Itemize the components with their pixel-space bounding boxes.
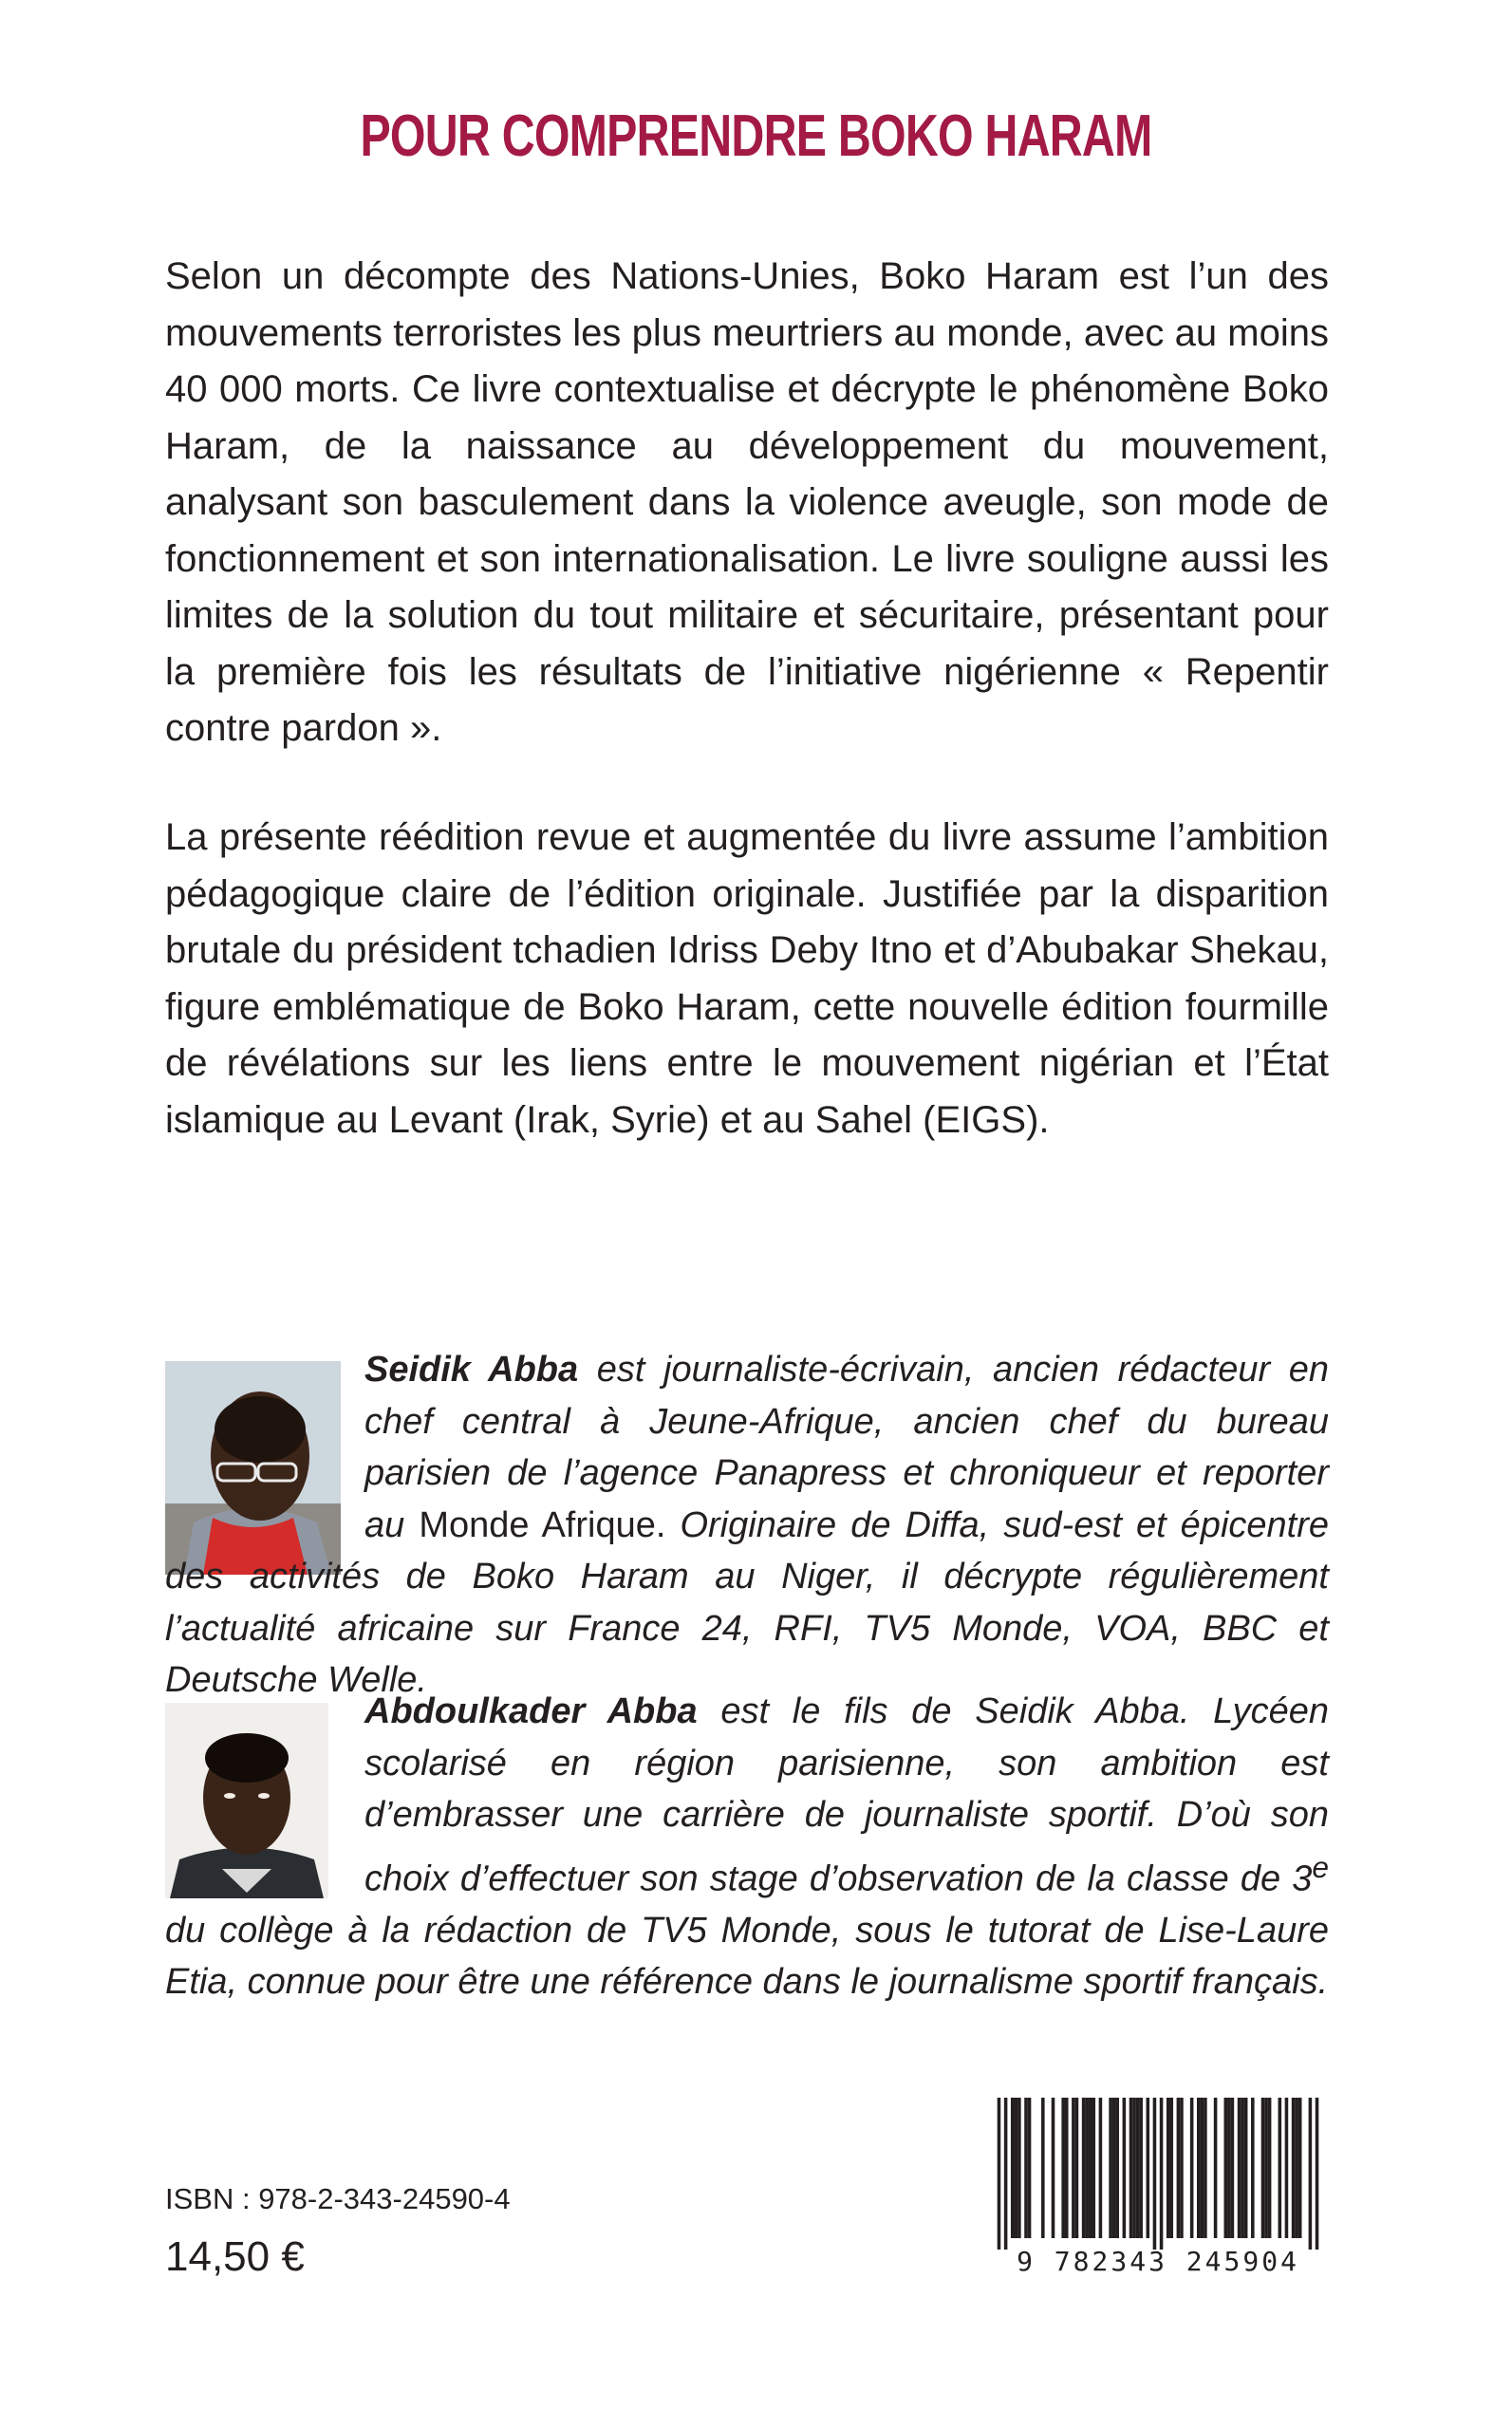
- barcode-bar: [1264, 2098, 1268, 2238]
- barcode-bar: [1136, 2098, 1140, 2238]
- barcode-bar: [1011, 2098, 1015, 2238]
- barcode-bar: [1129, 2098, 1133, 2238]
- barcode-bar: [1147, 2098, 1150, 2238]
- barcode-bar: [1085, 2098, 1089, 2238]
- author-bio-seidik-abba: [165, 1344, 1329, 1707]
- barcode-bar: [1261, 2098, 1265, 2238]
- barcode-bar: [1024, 2098, 1028, 2238]
- barcode-bar: [1065, 2098, 1069, 2238]
- barcode-bar: [1279, 2098, 1282, 2238]
- barcode-bar: [1309, 2098, 1313, 2250]
- barcode-bar: [1112, 2098, 1116, 2238]
- barcode-bar: [1115, 2098, 1119, 2238]
- barcode-bar: [1224, 2098, 1228, 2238]
- barcode-bar: [1015, 2098, 1018, 2238]
- barcode-bar: [1244, 2098, 1248, 2238]
- barcode-bar: [1238, 2098, 1241, 2238]
- barcode-bar: [998, 2098, 1001, 2250]
- barcode-bar: [1099, 2098, 1103, 2238]
- barcode-bar: [1285, 2098, 1289, 2238]
- barcode-bar: [1028, 2098, 1032, 2238]
- barcode-bar: [1214, 2098, 1218, 2238]
- book-title: POUR COMPRENDRE BOKO HARAM: [360, 103, 1152, 169]
- barcode-bar: [1153, 2098, 1157, 2250]
- photo-spacer: [165, 1686, 364, 1893]
- author-bio-publication: Monde Afrique.: [419, 1504, 666, 1545]
- barcode-bar: [1082, 2098, 1086, 2238]
- author-bio-superscript: e: [1312, 1849, 1329, 1884]
- barcode-bar: [1197, 2098, 1201, 2238]
- barcode-bar: [1227, 2098, 1231, 2238]
- barcode-bar: [1139, 2098, 1143, 2238]
- summary-paragraph-1: Selon un décompte des Nations-Unies, Boko Haram est l’un des mouvements terroristes les plus meurtriers au monde, avec au moins 40 000 morts. Ce livre contextualise et décrypte le phénomène Boko Haram, de la naissance au développement du mouvement, analysant son basculement dans la violence aveugle, son mode de fonctionnement et son internationalisation. Le livre souligne aussi les limites de la solution du tout militaire et sécuritaire, présentant pour la première fois les résultats de l’initiative nigérienne « Repentir contre pardon ».: [165, 255, 1329, 749]
- barcode-bar: [1316, 2098, 1319, 2250]
- barcode-bar: [1190, 2098, 1194, 2238]
- barcode-bar: [1123, 2098, 1127, 2238]
- barcode-bar: [1251, 2098, 1255, 2238]
- barcode-bar: [1061, 2098, 1065, 2238]
- barcode-bar: [1180, 2098, 1184, 2238]
- barcode-bars: [998, 2098, 1319, 2250]
- barcode-bar: [1268, 2098, 1272, 2238]
- barcode-bar: [1109, 2098, 1112, 2238]
- author-bio-text: est le fils de Seidik Abba. Lycéen scolarisé en région parisienne, son ambition est d’embrasser une carrière de journaliste sportif. D’où son choix d’effectuer son stage d’observation de la classe de 3: [364, 1691, 1330, 1899]
- barcode-bar: [1041, 2098, 1045, 2238]
- barcode-bar: [1204, 2098, 1207, 2238]
- barcode-bar: [1295, 2098, 1298, 2238]
- barcode-bar: [1004, 2098, 1008, 2250]
- author-name: Abdoulkader Abba: [364, 1691, 698, 1731]
- barcode-bar: [1167, 2098, 1170, 2238]
- barcode-bar: [1231, 2098, 1235, 2238]
- author-bio-text: du collège à la rédaction de TV5 Monde, sous le tutorat de Lise-Laure Etia, connue pour être une référence dans le journalisme sportif français.: [165, 1910, 1329, 2003]
- isbn-label: ISBN : 978-2-343-24590-4: [165, 2182, 511, 2215]
- barcode: [987, 2098, 1329, 2278]
- barcode-bar: [1298, 2098, 1302, 2238]
- summary-paragraph-2: La présente réédition revue et augmentée du livre assume l’ambition pédagogique claire de l’édition originale. Justifiée par la disparition brutale du président tchadien Idriss Deby Itno et d’Abubakar Shekau, figure emblématique de Boko Haram, cette nouvelle édition fourmille de révélations sur les liens entre le mouvement nigérian et l’État islamique au Levant (Irak, Syrie) et au Sahel (EIGS).: [165, 816, 1329, 1141]
- barcode-bar: [1160, 2098, 1164, 2250]
- barcode-bar: [1292, 2098, 1296, 2238]
- barcode-bar: [1201, 2098, 1204, 2238]
- barcode-bar: [1132, 2098, 1136, 2238]
- author-bio-text: Originaire de Diffa, sud-est et épicentre des activités de Boko Haram au Niger, il décrypte régulièrement l’actualité africaine sur France 24, RFI, TV5 Monde, VOA, BBC et Deutsche Welle.: [165, 1504, 1330, 1700]
- barcode-digits: 9 782343 245904: [1017, 2246, 1299, 2277]
- barcode-bar: [1017, 2098, 1021, 2238]
- photo-spacer: [165, 1344, 364, 1551]
- barcode-bar: [1169, 2098, 1173, 2238]
- barcode-bar: [1089, 2098, 1092, 2238]
- author-bio-text: est journaliste-écrivain, ancien rédacteur en chef central à Jeune-Afrique, ancien chef du bureau parisien de l’agence Panapress et chroniqueur et reporter au: [364, 1350, 1329, 1545]
- barcode-bar: [1052, 2098, 1055, 2238]
- barcode-bar: [1177, 2098, 1181, 2238]
- barcode-bar: [1072, 2098, 1075, 2238]
- barcode-bar: [1075, 2098, 1079, 2238]
- barcode-bar: [1241, 2098, 1244, 2238]
- barcode-bar: [1092, 2098, 1095, 2238]
- price-label: 14,50 €: [165, 2233, 305, 2280]
- author-name: Seidik Abba: [364, 1350, 579, 1390]
- author-bio-abdoulkader-abba: [165, 1686, 1329, 2008]
